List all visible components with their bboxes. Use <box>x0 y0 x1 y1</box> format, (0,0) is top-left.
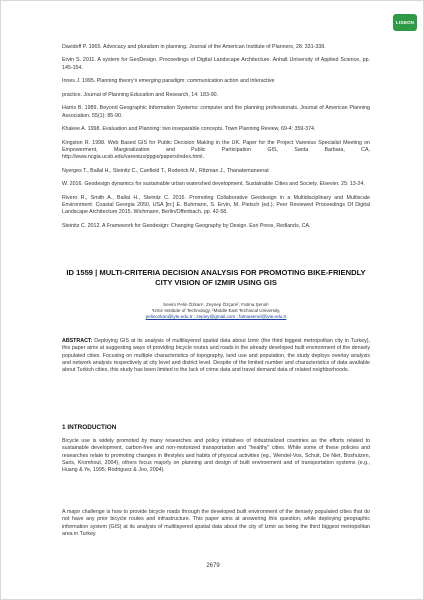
section-heading: 1 INTRODUCTION <box>62 424 117 431</box>
reference-list <box>62 44 370 236</box>
reference-item: Steinitz C. 2012. A Framework for Geodesign: Changing Geography by Design. Esri Press, Redlands, CA. <box>62 222 311 229</box>
author-names: Sevim Pelin Özkan¹, Zeynep Özçam², Fatma Şenol¹ <box>163 302 269 307</box>
reference-item: Kingston R. 1998. Web Based GIS for Public Decision Making in the UK. Paper for the Project Varenius Specialist Meeting on Empowerment, Marginalization and Public Participation GIS, Santa Barbara, CA, http://www.ncgia.ucsb.edu/varenius/ppgis/papers/index.html. <box>62 139 370 161</box>
author-block <box>57 302 375 320</box>
reference-item: practice. Journal of Planning Education and Research, 14: 183-90. <box>62 91 219 98</box>
logo-text: LISBON <box>395 20 415 25</box>
reference-item: Innes J. 1995. Planning theory's emerging paradigm: communication action and interactive <box>62 78 275 85</box>
reference-item: W. 2016. Geodesign dynamics for sustainable urban watershed development. Sustainable Cities and Society. Elsevier, 25: 13-24. <box>62 181 365 188</box>
reference-item: Harris B. 1989. Beyond Geographic Information Systems: computer and the planning professionals. Journal of American Planning Association. 55(1): 85-90. <box>62 105 370 119</box>
author-emails[interactable]: pelinozkan@iyte.edu.tr ; zepiny@gmail.com ; fatmasenol@iyte.edu.tr <box>145 314 287 320</box>
reference-item: Nyerges T., Ballal H., Steinitz C., Canfield T., Roderick M., Ritzman J., Thanatemaneerat <box>62 167 269 174</box>
paper-title: ID 1559 | MULTI-CRITERIA DECISION ANALYSIS FOR PROMOTING BIKE-FRIENDLY CITY VISION OF IZMIR USING GIS <box>66 268 366 288</box>
page-number: 2679 <box>206 563 220 569</box>
reference-item: Davidoff P. 1965. Advocacy and pluralism in planning. Journal of the American Institute of Planners, 28: 331-338. <box>62 44 326 50</box>
author-affiliations: ¹Izmir Institute of Technology, ²Middle East Technical University, <box>151 308 281 314</box>
reference-item: Ervin S. 2011. A system for GeoDesign. Proceedings of Digital Landscape Architecture. Anhalt University of Applied Science, pp. 145-154. <box>62 57 370 71</box>
abstract-label: ABSTRACT: <box>62 338 93 344</box>
abstract-text: Deploying GIS at its analysis of multilayered spatial data about Izmir (the third biggest metropolitan city in Turkey), this paper aims at suggesting ways of providing bicycle routes and roads in the already developed built environment of the densely populated cities. Focusing on multiple characteristics of topography, land use and population, the study deploys overlay analysis and network analysis respectively at city level and district level. Despite of the limited number and characteristics of data available about Turkish cities, this study has been limited to the lack of crime data and travel demand data of related neighborhoods. <box>62 338 370 374</box>
body-paragraph: Bicycle use is widely promoted by many researches and policy initiatives of industrialized countries as the efforts related to sustainable development, carbon-free and non-motorized transportation and "healthy" cities. While some of these policies and researches relate to promoting changes in lifestyles and habits of physical activities (eg., Wendel-Vos, Schuit, De Niet, Boshuizen, Saris, Kromhout, 2004), others focus majorly on planning and design of built environment and of transportation systems (e.g., Huang & Ye, 1995; Rodriguez & Joo, 2004). <box>62 438 370 474</box>
reference-item: Khakee A. 1998. Evaluation and Planning: two inseparable concepts. Town Planning Review, 69-4: 359-374. <box>62 126 316 133</box>
body-paragraph: A major challenge is how to provide bicycle roads through the developed built environment of the densely populated cities that do not have any prior bicycle routes and infrastructure. This paper aims at answering this question, while deploying geographic information system (GIS) at its analysis of multilayered spatial data about the city of Izmir as being the third biggest metropolitan area in Turkey. <box>62 509 370 537</box>
reference-item: Rivero R., Smith A., Ballal H., Steinitz C. 2015. Promoting Collaborative Geodesign in a Multidisciplinary and Multiscale Environment: Coastal Georgia 2050, USA [in:] E. Buhmann, S. Ervin, M. Pietsch (ed.), Peer Reviewed Proceedings Of Digital Landscape Architecture 2015. Wichmann, Berlin/Offenbach, pp. 42-58. <box>62 194 370 216</box>
abstract <box>62 338 370 374</box>
conference-logo <box>393 14 417 31</box>
